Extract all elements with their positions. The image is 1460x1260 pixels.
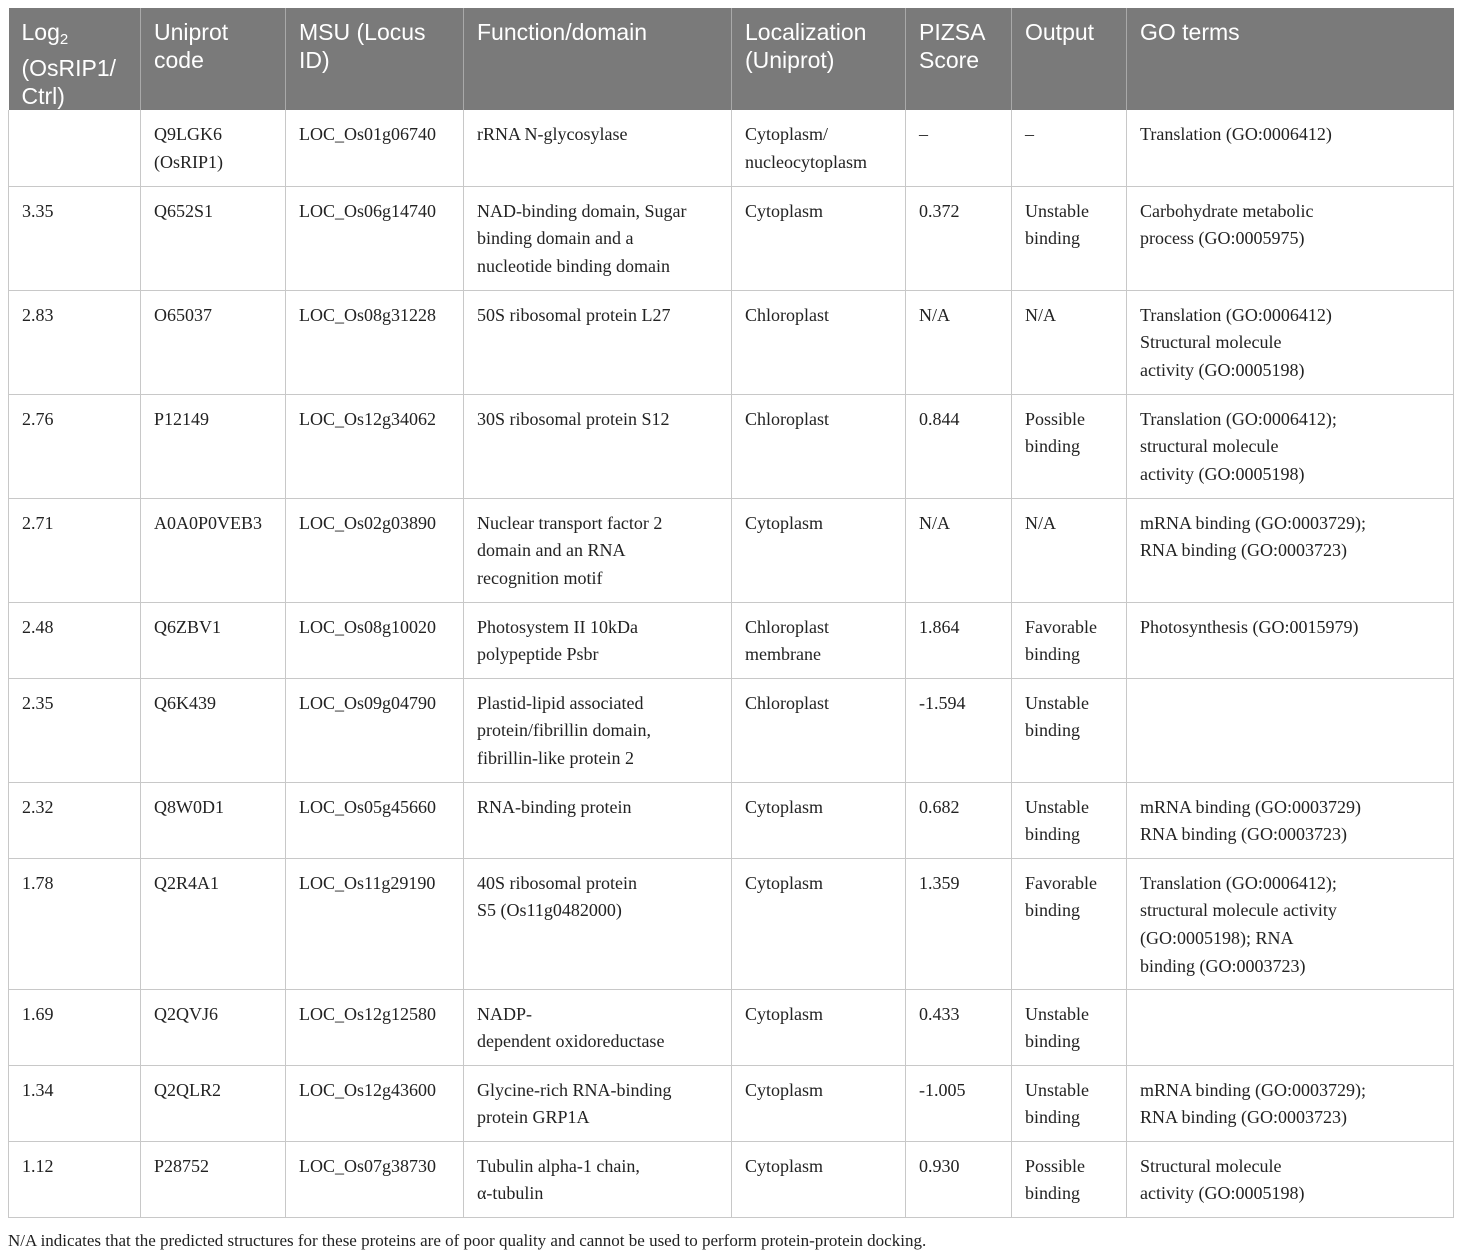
- table-footnote: N/A indicates that the predicted structures for these proteins are of poor quality and cannot be used to perform protein-protein docking.: [8, 1231, 927, 1250]
- pizsa-score-cell: 0.433: [906, 989, 1012, 1065]
- localization-cell: Chloroplast: [732, 290, 906, 394]
- output-cell: Favorable binding: [1012, 858, 1127, 989]
- table-row: [9, 782, 1454, 858]
- table-body: [9, 110, 1454, 1217]
- function-domain-cell: NAD-binding domain, Sugar binding domain and a nucleotide binding domain: [464, 186, 732, 290]
- log2-ratio-cell: 2.32: [9, 782, 141, 858]
- pizsa-score-cell: 0.682: [906, 782, 1012, 858]
- uniprot-code-cell: O65037: [141, 290, 286, 394]
- localization-cell: Chloroplast membrane: [732, 602, 906, 678]
- go-terms-cell: [1127, 678, 1454, 782]
- log2-ratio-cell: 1.78: [9, 858, 141, 989]
- uniprot-code-cell: P12149: [141, 394, 286, 498]
- msu-locus-cell: LOC_Os07g38730: [286, 1141, 464, 1217]
- go-terms-cell: Translation (GO:0006412); structural molecule activity (GO:0005198); RNA binding (GO:0003723): [1127, 858, 1454, 989]
- output-cell: N/A: [1012, 498, 1127, 602]
- pizsa-score-cell: 0.372: [906, 186, 1012, 290]
- function-domain-cell: 30S ribosomal protein S12: [464, 394, 732, 498]
- output-cell: Possible binding: [1012, 394, 1127, 498]
- header-row: [9, 8, 1454, 110]
- localization-cell: Cytoplasm/ nucleocytoplasm: [732, 110, 906, 186]
- header-function-domain: Function/domain: [464, 8, 732, 110]
- table-row: [9, 989, 1454, 1065]
- go-terms-cell: Photosynthesis (GO:0015979): [1127, 602, 1454, 678]
- function-domain-cell: Tubulin alpha-1 chain, α-tubulin: [464, 1141, 732, 1217]
- uniprot-code-cell: Q6K439: [141, 678, 286, 782]
- msu-locus-cell: LOC_Os12g43600: [286, 1065, 464, 1141]
- table-row: [9, 498, 1454, 602]
- header-output: Output: [1012, 8, 1127, 110]
- output-cell: Unstable binding: [1012, 989, 1127, 1065]
- output-cell: Unstable binding: [1012, 1065, 1127, 1141]
- log2-ratio-cell: 2.83: [9, 290, 141, 394]
- msu-locus-cell: LOC_Os06g14740: [286, 186, 464, 290]
- uniprot-code-cell: Q2R4A1: [141, 858, 286, 989]
- function-domain-cell: rRNA N-glycosylase: [464, 110, 732, 186]
- msu-locus-cell: LOC_Os09g04790: [286, 678, 464, 782]
- uniprot-code-cell: Q652S1: [141, 186, 286, 290]
- pizsa-score-cell: N/A: [906, 498, 1012, 602]
- header-msu-locus-id: MSU (Locus ID): [286, 8, 464, 110]
- pizsa-score-cell: 1.359: [906, 858, 1012, 989]
- function-domain-cell: RNA-binding protein: [464, 782, 732, 858]
- function-domain-cell: Photosystem II 10kDa polypeptide Psbr: [464, 602, 732, 678]
- log2-ratio-cell: 2.48: [9, 602, 141, 678]
- go-terms-cell: mRNA binding (GO:0003729) RNA binding (GO:0003723): [1127, 782, 1454, 858]
- log2-ratio-cell: [9, 110, 141, 186]
- header-localization: Localization (Uniprot): [732, 8, 906, 110]
- go-terms-cell: Translation (GO:0006412): [1127, 110, 1454, 186]
- localization-cell: Cytoplasm: [732, 498, 906, 602]
- log2-ratio-cell: 1.12: [9, 1141, 141, 1217]
- go-terms-cell: mRNA binding (GO:0003729); RNA binding (GO:0003723): [1127, 1065, 1454, 1141]
- localization-cell: Cytoplasm: [732, 1141, 906, 1217]
- pizsa-score-cell: N/A: [906, 290, 1012, 394]
- go-terms-cell: Translation (GO:0006412) Structural molecule activity (GO:0005198): [1127, 290, 1454, 394]
- log2-ratio-cell: 2.35: [9, 678, 141, 782]
- function-domain-cell: 50S ribosomal protein L27: [464, 290, 732, 394]
- table-row: [9, 602, 1454, 678]
- localization-cell: Chloroplast: [732, 678, 906, 782]
- output-cell: Unstable binding: [1012, 678, 1127, 782]
- output-cell: Unstable binding: [1012, 782, 1127, 858]
- msu-locus-cell: LOC_Os01g06740: [286, 110, 464, 186]
- msu-locus-cell: LOC_Os12g34062: [286, 394, 464, 498]
- log2-ratio-cell: 2.76: [9, 394, 141, 498]
- table-row: [9, 1141, 1454, 1217]
- localization-cell: Cytoplasm: [732, 782, 906, 858]
- header-uniprot-code: Uniprot code: [141, 8, 286, 110]
- uniprot-code-cell: Q8W0D1: [141, 782, 286, 858]
- msu-locus-cell: LOC_Os11g29190: [286, 858, 464, 989]
- function-domain-cell: Glycine-rich RNA-binding protein GRP1A: [464, 1065, 732, 1141]
- log2-ratio-cell: 3.35: [9, 186, 141, 290]
- table-row: [9, 110, 1454, 186]
- header-log2-ratio: Log$_2$ (OsRIP1/ Ctrl): [9, 8, 141, 110]
- localization-cell: Cytoplasm: [732, 186, 906, 290]
- table-row: [9, 858, 1454, 989]
- table-row: [9, 186, 1454, 290]
- table-row: [9, 394, 1454, 498]
- output-cell: Possible binding: [1012, 1141, 1127, 1217]
- localization-cell: Cytoplasm: [732, 989, 906, 1065]
- uniprot-code-cell: Q2QVJ6: [141, 989, 286, 1065]
- msu-locus-cell: LOC_Os05g45660: [286, 782, 464, 858]
- uniprot-code-cell: Q2QLR2: [141, 1065, 286, 1141]
- pizsa-score-cell: 0.844: [906, 394, 1012, 498]
- function-domain-cell: Nuclear transport factor 2 domain and an RNA recognition motif: [464, 498, 732, 602]
- go-terms-cell: Carbohydrate metabolic process (GO:0005975): [1127, 186, 1454, 290]
- function-domain-cell: Plastid-lipid associated protein/fibrillin domain, fibrillin-like protein 2: [464, 678, 732, 782]
- go-terms-cell: Structural molecule activity (GO:0005198): [1127, 1141, 1454, 1217]
- function-domain-cell: 40S ribosomal protein S5 (Os11g0482000): [464, 858, 732, 989]
- pizsa-score-cell: 0.930: [906, 1141, 1012, 1217]
- table-row: [9, 1065, 1454, 1141]
- pizsa-score-cell: 1.864: [906, 602, 1012, 678]
- uniprot-code-cell: Q9LGK6 (OsRIP1): [141, 110, 286, 186]
- localization-cell: Chloroplast: [732, 394, 906, 498]
- pizsa-score-cell: -1.594: [906, 678, 1012, 782]
- msu-locus-cell: LOC_Os08g31228: [286, 290, 464, 394]
- log2-ratio-cell: 2.71: [9, 498, 141, 602]
- log2-ratio-cell: 1.69: [9, 989, 141, 1065]
- pizsa-score-cell: -1.005: [906, 1065, 1012, 1141]
- pizsa-score-cell: –: [906, 110, 1012, 186]
- output-cell: –: [1012, 110, 1127, 186]
- output-cell: Unstable binding: [1012, 186, 1127, 290]
- msu-locus-cell: LOC_Os12g12580: [286, 989, 464, 1065]
- function-domain-cell: NADP- dependent oxidoreductase: [464, 989, 732, 1065]
- uniprot-code-cell: Q6ZBV1: [141, 602, 286, 678]
- uniprot-code-cell: A0A0P0VEB3: [141, 498, 286, 602]
- go-terms-cell: Translation (GO:0006412); structural molecule activity (GO:0005198): [1127, 394, 1454, 498]
- uniprot-code-cell: P28752: [141, 1141, 286, 1217]
- go-terms-cell: mRNA binding (GO:0003729); RNA binding (GO:0003723): [1127, 498, 1454, 602]
- log2-ratio-cell: 1.34: [9, 1065, 141, 1141]
- msu-locus-cell: LOC_Os08g10020: [286, 602, 464, 678]
- header-pizsa-score: PIZSA Score: [906, 8, 1012, 110]
- localization-cell: Cytoplasm: [732, 858, 906, 989]
- output-cell: Favorable binding: [1012, 602, 1127, 678]
- localization-cell: Cytoplasm: [732, 1065, 906, 1141]
- table-row: [9, 678, 1454, 782]
- msu-locus-cell: LOC_Os02g03890: [286, 498, 464, 602]
- header-go-terms: GO terms: [1127, 8, 1454, 110]
- protein-interaction-table: [8, 8, 1454, 1218]
- output-cell: N/A: [1012, 290, 1127, 394]
- go-terms-cell: [1127, 989, 1454, 1065]
- table-row: [9, 290, 1454, 394]
